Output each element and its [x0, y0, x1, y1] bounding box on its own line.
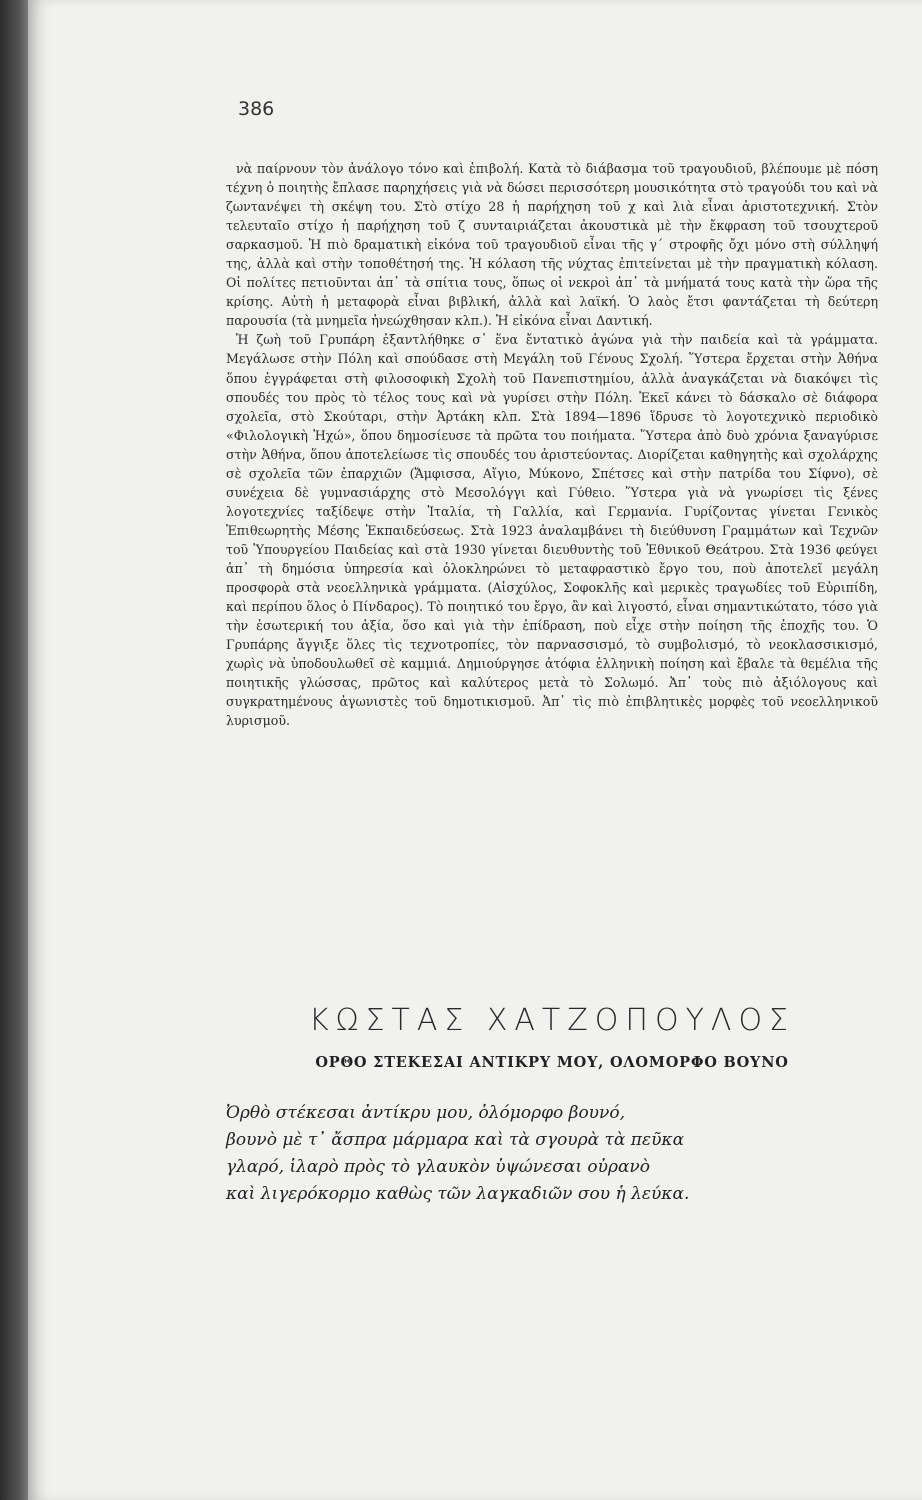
- poem-line: Ὀρθὸ στέκεσαι ἀντίκρυ μου, ὁλόμορφο βουνό,: [226, 1103, 625, 1123]
- paragraph-commentary: νὰ παίρνουν τὸν ἀνάλογο τόνο καὶ ἐπιβολή. Κατὰ τὸ διάβασμα τοῦ τραγουδιοῦ, βλέπουμε μὲ πόση τέχνη ὁ ποιητὴς ἔπλασε παρηχήσεις γιὰ νὰ δώσει περισσότερη μουσικότητα στὸ τραγούδι του καὶ νὰ ζωντανέψει τὴ σκέψη του. Στὸ στίχο 28 ἡ παρήχηση τοῦ χ καὶ λιὰ εἶναι ἀριστοτεχνική. Στὸν τελευταῖο στίχο ἡ παρήχηση τοῦ ζ συνταιριάζεται ἀκουστικὰ μὲ τὴν ἔκφραση τοῦ τσουχτεροῦ σαρκασμοῦ. Ἡ πιὸ δραματικὴ εἰκόνα τοῦ τραγουδιοῦ εἶναι τῆς γ΄ στροφῆς ὄχι μόνο στὴ σύλληψή της, ἀλλὰ καὶ στὴν τοποθέτησή της. Ἡ κόλαση τῆς νύχτας ἐπιτείνεται μὲ τὴν πραγματικὴ κόλαση. Οἱ πολίτες πετιοῦνται ἀπ᾿ τὰ σπίτια τους, ὅπως οἱ νεκροὶ ἀπ᾿ τὰ μνήματά τους κατὰ τὴν ὥρα τῆς κρίσης. Αὐτὴ ἡ μεταφορὰ εἶναι βιβλική, ἀλλὰ καὶ λαϊκή. Ὁ λαὸς ἔτσι φαντάζεται τὴ δεύτερη παρουσία (τὰ μνημεῖα ἠνεώχθησαν κλπ.). Ἡ εἰκόνα εἶναι Δαντική.: [226, 161, 878, 329]
- poem-line: καὶ λιγερόκορμο καθὼς τῶν λαγκαδιῶν σου ἡ λεύκα.: [226, 1184, 690, 1204]
- poem-line: γλαρό, ἱλαρὸ πρὸς τὸ γλαυκὸν ὑψώνεσαι οὐρανὸ: [226, 1157, 650, 1177]
- paragraph-biography: Ἡ ζωὴ τοῦ Γρυπάρη ἐξαντλήθηκε σ᾿ ἕνα ἔντατικὸ ἀγώνα γιὰ τὴν παιδεία καὶ τὰ γράμματα. Μεγάλωσε στὴν Πόλη καὶ σπούδασε στὴ Μεγάλη τοῦ Γένους Σχολή. Ὕστερα ἔρχεται στὴν Ἀθήνα ὅπου ἐγγράφεται στὴ φιλοσοφικὴ Σχολὴ τοῦ Πανεπιστημίου, ἀλλὰ ἀναγκάζεται νὰ διακόψει τὶς σπουδές του πρὸς τὸ τέλος τους καὶ νὰ γυρίσει στὴν Πόλη. Ἐκεῖ κάνει τὸ δάσκαλο σὲ διάφορα σχολεῖα, στὸ Σκούταρι, στὴν Ἀρτάκη κλπ. Στὰ 1894—1896 ἵδρυσε τὸ λογοτεχνικὸ περιοδικὸ «Φιλολογικὴ Ἠχώ», ὅπου δημοσίευσε τὰ πρῶτα του ποιήματα. Ὕστερα ἀπὸ δυὸ χρόνια ξαναγύρισε στὴν Ἀθήνα, ὅπου ἀποτελείωσε τὶς σπουδές του ἀριστεύοντας. Διορίζεται καθηγητὴς καὶ σχολάρχης σὲ σχολεῖα τῶν ἐπαρχιῶν (Ἄμφισσα, Αἴγιο, Μύκονο, Σπέτσες καὶ στὴν πατρίδα του Σίφνο), σὲ συνέχεια δὲ γυμνασιάρχης στὸ Μεσολόγγι καὶ Γύθειο. Ὕστερα γιὰ νὰ γνωρίσει τὶς ξένες λογοτεχνίες ταξίδεψε στὴν Ἰταλία, τὴ Γαλλία, καὶ Γερμανία. Γυρίζοντας γίνεται Γενικὸς Ἐπιθεωρητὴς Μέσης Ἐκπαιδεύσεως. Στὰ 1923 ἀναλαμβάνει τὴ διεύθυνση Γραμμάτων καὶ Τεχνῶν τοῦ Ὑπουργείου Παιδείας καὶ στὰ 1930 γίνεται διευθυντὴς τοῦ Ἐθνικοῦ Θεάτρου. Στὰ 1936 φεύγει ἀπ᾿ τὴ δημόσια ὑπηρεσία καὶ ὁλοκληρώνει τὸ μεταφραστικὸ ἔργο του, ποὺ ἀποτελεῖ μεγάλη προσφορὰ στὰ νεοελληνικὰ γράμματα. (Αἰσχύλος, Σοφοκλῆς καὶ μερικὲς τραγωδίες τοῦ Εὐριπίδη, καὶ περίπου ὅλος ὁ Πίνδαρος). Τὸ ποιητικό του ἔργο, ἂν καὶ λιγοστό, εἶναι σημαντικώτατο, τόσο γιὰ τὴν ἐσωτερική του ἀξία, ὅσο καὶ γιὰ τὴν ἐπίδραση, ποὺ εἶχε στὴν ποίηση τῆς ἐποχῆς του. Ὁ Γρυπάρης ἄγγιξε ὅλες τὶς τεχνοτροπίες, τὸν παρνασσισμό, τὸ συμβολισμό, τὸ νεοκλασσικισμό, χωρὶς νὰ ὑποδουλωθεῖ σὲ καμμιά. Δημιούργησε ἀτόφια ἑλληνικὴ ποίηση καὶ ἔβαλε τὰ θεμέλια τῆς ποιητικῆς γλώσσας, πρῶτος καὶ καλύτερος μετὰ τὸ Σολωμό. Ἀπ᾿ τοὺς πιὸ ἀξιόλογους καὶ συγκρατημένους ἀγωνιστὲς τοῦ δημοτικισμοῦ. Ἀπ᾿ τὶς πιὸ ἐπιβλητικὲς μορφὲς τοῦ νεοελληνικοῦ λυρισμοῦ.: [226, 332, 878, 729]
- poet-name-heading: ΚΩΣΤΑΣ ΧΑΤΖΟΠΟΥΛΟΣ: [308, 1003, 796, 1038]
- poem-line: βουνὸ μὲ τ᾿ ἄσπρα μάρμαρα καὶ τὰ σγουρὰ τὰ πεῦκα: [226, 1130, 685, 1150]
- book-page: [28, 0, 922, 1500]
- poem-title: ΟΡΘΟ ΣΤΕΚΕΣΑΙ ΑΝΤΙΚΡΥ ΜΟΥ, ΟΛΟΜΟΡΦΟ ΒΟΥΝΟ: [315, 1054, 789, 1071]
- poem-stanza: [226, 1100, 878, 1208]
- commentary-text: [226, 159, 878, 730]
- page-number: 386: [238, 98, 275, 120]
